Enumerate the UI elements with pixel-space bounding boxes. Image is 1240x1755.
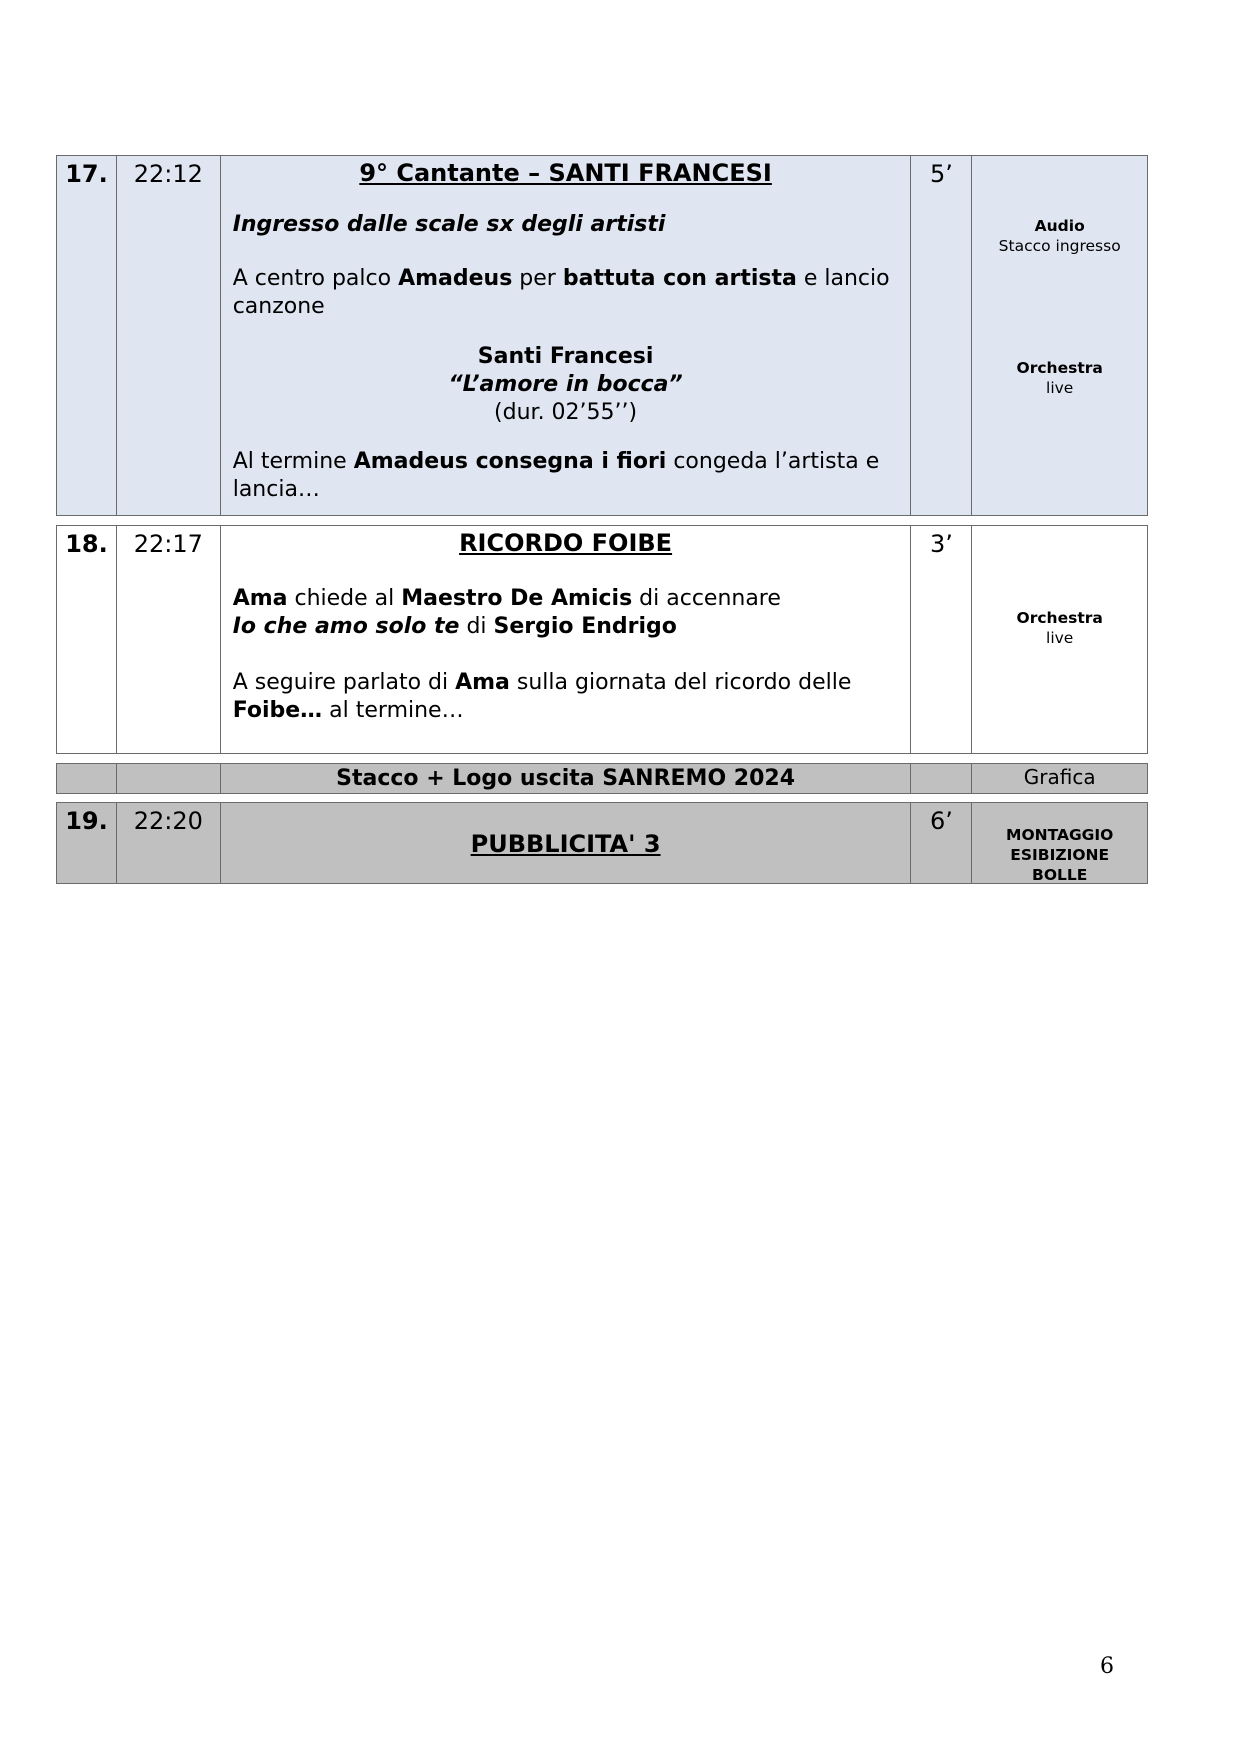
row-content <box>220 803 911 883</box>
row-number: 18. <box>65 530 108 558</box>
note-orchestra: Orchestra live <box>1016 359 1103 397</box>
row-time: 22:17 <box>116 526 220 753</box>
song-duration: (dur. 02’55’’) <box>494 400 638 425</box>
row-title: RICORDO FOIBE <box>459 529 673 557</box>
page-number: 6 <box>1100 1654 1114 1679</box>
song-artist: Santi Francesi <box>477 344 654 369</box>
paragraph-2: A seguire parlato di Ama sulla giornata del ricordo delle Foibe… al termine… <box>232 670 852 723</box>
paragraph-1: A centro palco Amadeus per battuta con artista e lancio canzone <box>232 266 890 319</box>
song-title: “L’amore in bocca” <box>448 372 683 397</box>
row-time: 22:12 <box>116 156 220 515</box>
note-orchestra: Orchestra live <box>1016 609 1103 647</box>
row-duration: 5’ <box>910 156 971 515</box>
row-notes <box>971 156 1147 515</box>
entrance-text: Ingresso dalle scale sx degli artisti <box>232 212 666 237</box>
row-content <box>220 526 911 753</box>
row-notes <box>971 526 1147 753</box>
paragraph-2: Al termine Amadeus consegna i fiori congeda l’artista e lancia… <box>232 449 880 502</box>
table-row-18 <box>56 525 1148 754</box>
paragraph-1: Ama chiede al Maestro De Amicis di accennare <box>232 586 781 611</box>
paragraph-1-line-2: Io che amo solo te di Sergio Endrigo <box>232 614 677 639</box>
row-notes: Grafica <box>971 764 1147 793</box>
row-duration: 3’ <box>910 526 971 753</box>
row-title: PUBBLICITA' 3 <box>470 830 661 858</box>
row-title: 9° Cantante – SANTI FRANCESI <box>359 159 772 187</box>
row-notes: MONTAGGIO ESIBIZIONE BOLLE <box>971 803 1147 883</box>
table-row-17 <box>56 155 1148 516</box>
row-content: Stacco + Logo uscita SANREMO 2024 <box>220 764 911 793</box>
row-number: 17. <box>65 160 108 188</box>
table-row-stacco <box>56 763 1148 794</box>
note-audio: Audio Stacco ingresso <box>998 217 1121 255</box>
row-duration: 6’ <box>910 803 971 883</box>
row-content <box>220 156 911 515</box>
table-row-19 <box>56 802 1148 884</box>
row-time: 22:20 <box>116 803 220 883</box>
row-number: 19. <box>65 807 108 835</box>
